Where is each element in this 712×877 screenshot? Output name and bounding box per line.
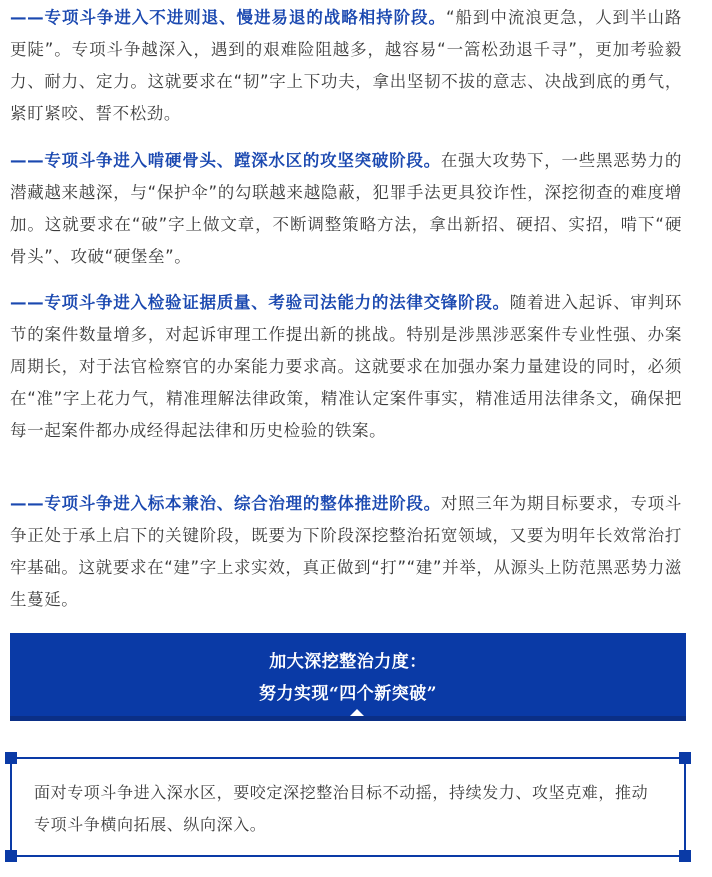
paragraph-strategic-stalemate bbox=[10, 2, 682, 130]
section-banner bbox=[10, 633, 686, 716]
paragraph-body: 对照三年为期目标要求，专项斗争正处于承上启下的关键阶段，既要为下阶段深挖整治拓宽领域，又要为明年长效常治打牢基础。这就要求在“建”字上求实效，真正做到“打”“建”并举，从源头上防范黑恶势力滋生蔓延。 bbox=[10, 494, 683, 609]
corner-ornament bbox=[5, 850, 17, 862]
paragraph-lead: ——专项斗争进入啃硬骨头、蹚深水区的攻坚突破阶段。 bbox=[10, 151, 441, 170]
paragraph-lead: ——专项斗争进入标本兼治、综合治理的整体推进阶段。 bbox=[10, 494, 441, 513]
paragraph-lead: ——专项斗争进入检验证据质量、考验司法能力的法律交锋阶段。 bbox=[10, 293, 510, 312]
banner-title-line1: 加大深挖整治力度： bbox=[269, 652, 427, 672]
banner-title-line2: 努力实现“四个新突破” bbox=[258, 684, 438, 704]
corner-ornament bbox=[5, 752, 17, 764]
paragraph-lead: ——专项斗争进入不进则退、慢进易退的战略相持阶段。 bbox=[10, 8, 446, 27]
paragraph-body: “船到中流浪更急，人到半山路更陡”。专项斗争越深入，遇到的艰难险阻越多，越容易“一篙松劲退千寻”，更加考验毅力、耐力、定力。这就要求在“韧”字上下功夫，拿出坚韧不拔的意志、决战到底的勇气，紧盯紧咬、誓不松劲。 bbox=[10, 8, 683, 123]
summary-box bbox=[10, 757, 686, 857]
banner-notch-arrow bbox=[350, 709, 364, 716]
paragraph-body: 随着进入起诉、审判环节的案件数量增多，对起诉审理工作提出新的挑战。特别是涉黑涉恶案件专业性强、办案周期长，对于法官检察官的办案能力要求高。这就要求在加强办案力量建设的同时，必须在“准”字上花力气，精准理解法律政策，精准认定案件事实，精准适用法律条文，确保把每一起案件都办成经得起法律和历史检验的铁案。 bbox=[10, 293, 683, 440]
corner-ornament bbox=[679, 850, 691, 862]
paragraph-breakthrough-stage bbox=[10, 145, 682, 273]
paragraph-legal-confrontation bbox=[10, 287, 682, 447]
paragraph-comprehensive-governance bbox=[10, 488, 682, 616]
banner-shadow bbox=[10, 717, 686, 721]
summary-text: 面对专项斗争进入深水区，要咬定深挖整治目标不动摇，持续发力、攻坚克难，推动专项斗争横向拓展、纵向深入。 bbox=[34, 783, 649, 834]
paragraph-body: 在强大攻势下，一些黑恶势力的潜藏越来越深，与“保护伞”的勾联越来越隐蔽，犯罪手法更具狡诈性，深挖彻查的难度增加。这就要求在“破”字上做文章，不断调整策略方法，拿出新招、硬招、实招，啃下“硬骨头”、攻破“硬堡垒”。 bbox=[10, 151, 683, 266]
corner-ornament bbox=[679, 752, 691, 764]
